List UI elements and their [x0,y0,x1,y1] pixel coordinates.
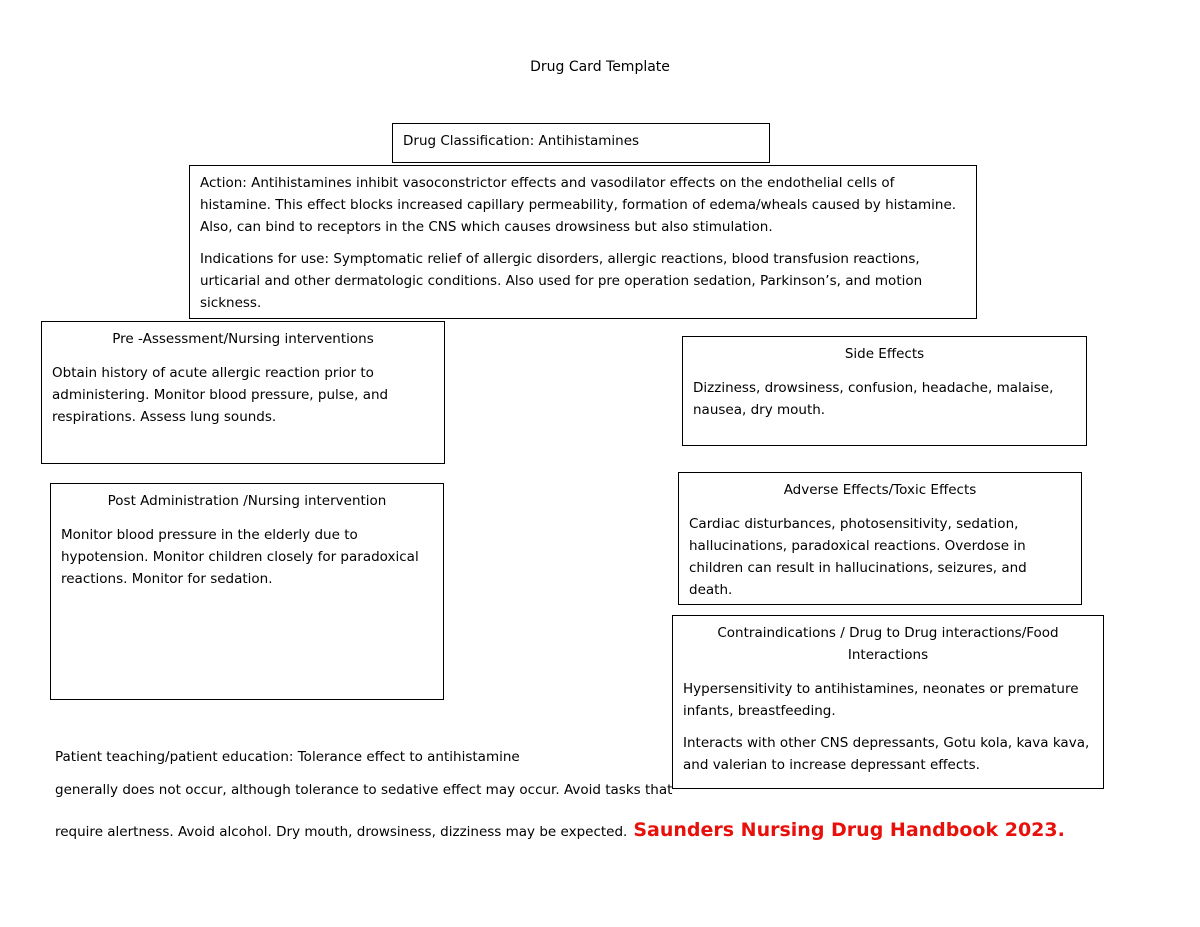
patient-teaching-line-1: Patient teaching/patient education: Tolerance effect to antihistamine [55,749,520,765]
patient-teaching-line-2: generally does not occur, although tolerance to sedative effect may occur. Avoid tasks that [55,782,673,798]
pre-assessment-heading: Pre -Assessment/Nursing interventions [112,331,374,347]
action-text: Action: Antihistamines inhibit vasoconstrictor effects and vasodilator effects on the endothelial cells of histamine. This effect blocks increased capillary permeability, formation of edema/wheals caused by histamine. Also, can bind to receptors in the CNS which causes drowsiness but also stimulation. [200,175,957,235]
contraindications-body-2: Interacts with other CNS depressants, Gotu kola, kava kava, and valerian to increase depressant effects. [683,735,1090,773]
post-administration-body: Monitor blood pressure in the elderly due to hypotension. Monitor children closely for paradoxical reactions. Monitor for sedation. [61,527,419,587]
side-effects-heading: Side Effects [844,346,925,362]
contraindications-heading: Contraindications / Drug to Drug interactions/Food Interactions [717,625,1059,663]
action-indications-box [189,165,977,319]
side-effects-box [682,336,1087,446]
citation-text: Saunders Nursing Drug Handbook 2023. [633,819,1065,841]
drug-classification-box [392,123,770,163]
pre-assessment-box [41,321,445,464]
patient-teaching-line-3 [55,819,1065,843]
adverse-effects-heading: Adverse Effects/Toxic Effects [783,482,977,498]
patient-teaching-line-3-text: require alertness. Avoid alcohol. Dry mouth, drowsiness, dizziness may be expected. [55,824,628,840]
post-administration-heading: Post Administration /Nursing intervention [107,493,387,509]
indications-text: Indications for use: Symptomatic relief of allergic disorders, allergic reactions, blood transfusion reactions, urticarial and other dermatologic conditions. Also used for pre operation sedation, Parkinson’s, and motion sickness. [200,251,923,311]
pre-assessment-body: Obtain history of acute allergic reaction prior to administering. Monitor blood pressure, pulse, and respirations. Assess lung sounds. [52,365,389,425]
post-administration-box [50,483,444,700]
adverse-effects-body: Cardiac disturbances, photosensitivity, sedation, hallucinations, paradoxical reactions. Overdose in children can result in hallucinations, seizures, and death. [689,516,1027,598]
contraindications-box [672,615,1104,789]
side-effects-body: Dizziness, drowsiness, confusion, headache, malaise, nausea, dry mouth. [693,380,1054,418]
document-title: Drug Card Template [530,59,670,75]
drug-classification-text: Drug Classification: Antihistamines [403,133,640,149]
contraindications-body-1: Hypersensitivity to antihistamines, neonates or premature infants, breastfeeding. [683,681,1079,719]
adverse-effects-box [678,472,1082,605]
